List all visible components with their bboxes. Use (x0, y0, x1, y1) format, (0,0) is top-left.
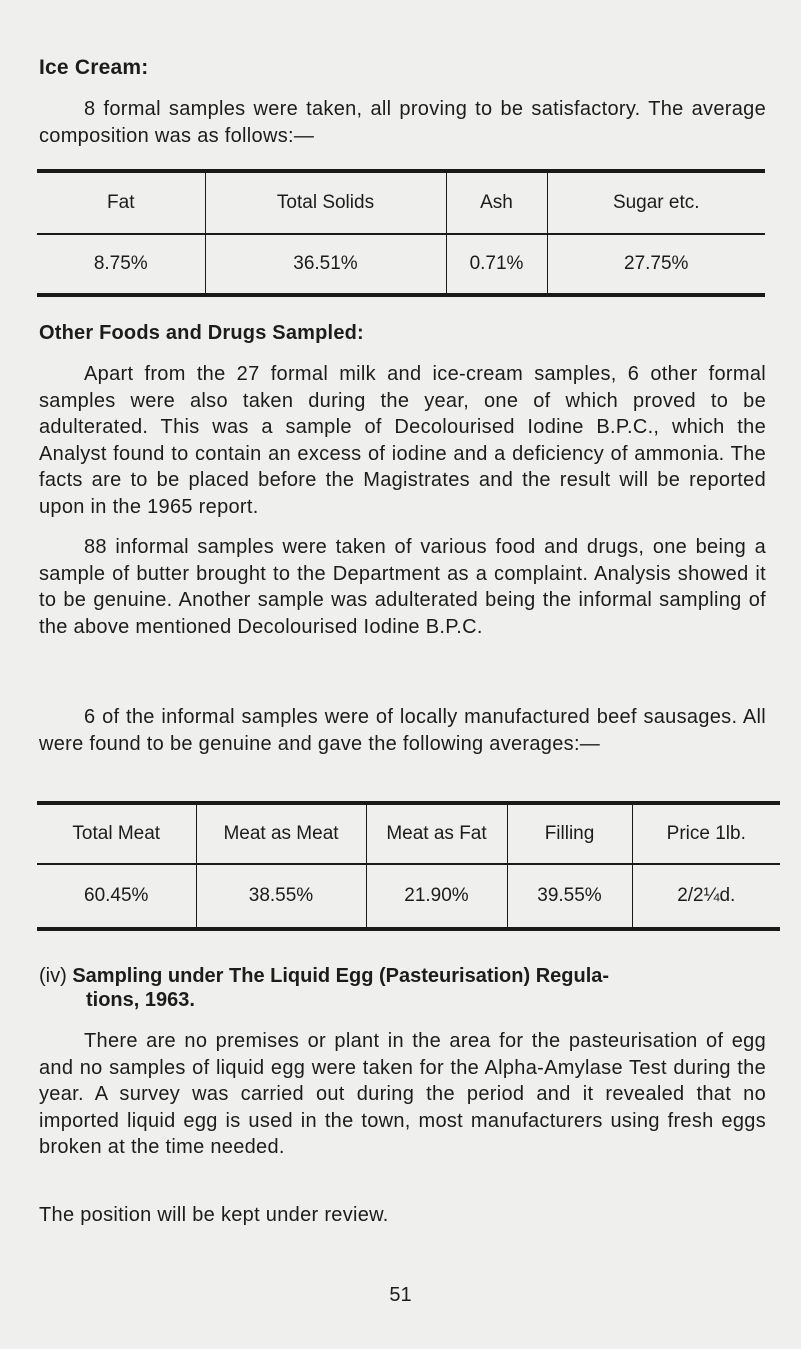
table-header-cell: Meat as Meat (196, 803, 366, 864)
other-foods-heading: Other Foods and Drugs Sampled: (39, 322, 364, 344)
table-header-cell: Fat (37, 171, 205, 234)
section-number: (iv) (39, 965, 67, 987)
liquid-egg-paragraph-2 (39, 1202, 766, 1229)
other-foods-paragraph-1 (39, 361, 766, 520)
table-cell: 36.51% (205, 234, 446, 295)
liquid-egg-paragraph-1 (39, 1028, 766, 1161)
paragraph-text: Apart from the 27 formal milk and ice-cream samples, 6 other formal samples were also taken during the year, one of which proved to be adulterated. This was a sample of Decolourised Iodine B.P.C., which the Analyst found to contain an excess of iodine and a deficiency of ammonia. The facts are to be placed before the Magistrates and the result will be reported upon in the 1965 report. (39, 363, 766, 518)
table-cell: 39.55% (507, 864, 632, 929)
ice-cream-paragraph (39, 96, 766, 149)
ice-cream-text: 8 formal samples were taken, all proving to be satisfactory. The average composition was as follows:— (39, 98, 766, 147)
table-header-cell: Total Meat (37, 803, 196, 864)
table-header-cell: Sugar etc. (547, 171, 765, 234)
paragraph-text: The position will be kept under review. (39, 1204, 389, 1226)
sausage-averages-table (37, 801, 780, 931)
table-cell: 2/2¼d. (632, 864, 780, 929)
liquid-egg-heading (39, 964, 766, 1012)
table-header-cell: Total Solids (205, 171, 446, 234)
table-cell: 8.75% (93, 253, 148, 274)
heading-line-2: tions, 1963. (86, 989, 195, 1011)
table-cell: 27.75% (547, 234, 765, 295)
ice-cream-heading: Ice Cream: (39, 56, 149, 79)
other-foods-paragraph-2 (39, 534, 766, 640)
table-row (37, 864, 780, 929)
table-header-row (37, 803, 780, 864)
ice-cream-composition-table (37, 169, 765, 297)
table-cell: 60.45% (84, 885, 149, 906)
table-header-cell: Price 1lb. (632, 803, 780, 864)
heading-line-1: Sampling under The Liquid Egg (Pasteurisation) Regula- (72, 965, 610, 987)
table-header-cell: Filling (507, 803, 632, 864)
table-cell: 21.90% (366, 864, 507, 929)
table-header-cell: Meat as Fat (366, 803, 507, 864)
paragraph-text: 88 informal samples were taken of various food and drugs, one being a sample of butter brought to the Department as a complaint. Analysis showed it to be genuine. Another sample was adulterated being the informal sampling of the above mentioned Decolourised Iodine B.P.C. (39, 536, 766, 638)
page-number: 51 (389, 1284, 412, 1306)
table-header-row (37, 171, 765, 234)
table-cell: 38.55% (196, 864, 366, 929)
table-header-cell: Ash (446, 171, 547, 234)
table-row (37, 234, 765, 295)
other-foods-paragraph-3 (39, 704, 766, 757)
paragraph-text: 6 of the informal samples were of locally manufactured beef sausages. All were found to be genuine and gave the following averages:— (39, 706, 766, 755)
paragraph-text: There are no premises or plant in the area for the pasteurisation of egg and no samples of liquid egg were taken for the Alpha-Amylase Test during the year. A survey was carried out during the period and it revealed that no imported liquid egg is used in the town, most manufacturers using fresh eggs broken at the time needed. (39, 1030, 766, 1158)
table-cell: 0.71% (446, 234, 547, 295)
